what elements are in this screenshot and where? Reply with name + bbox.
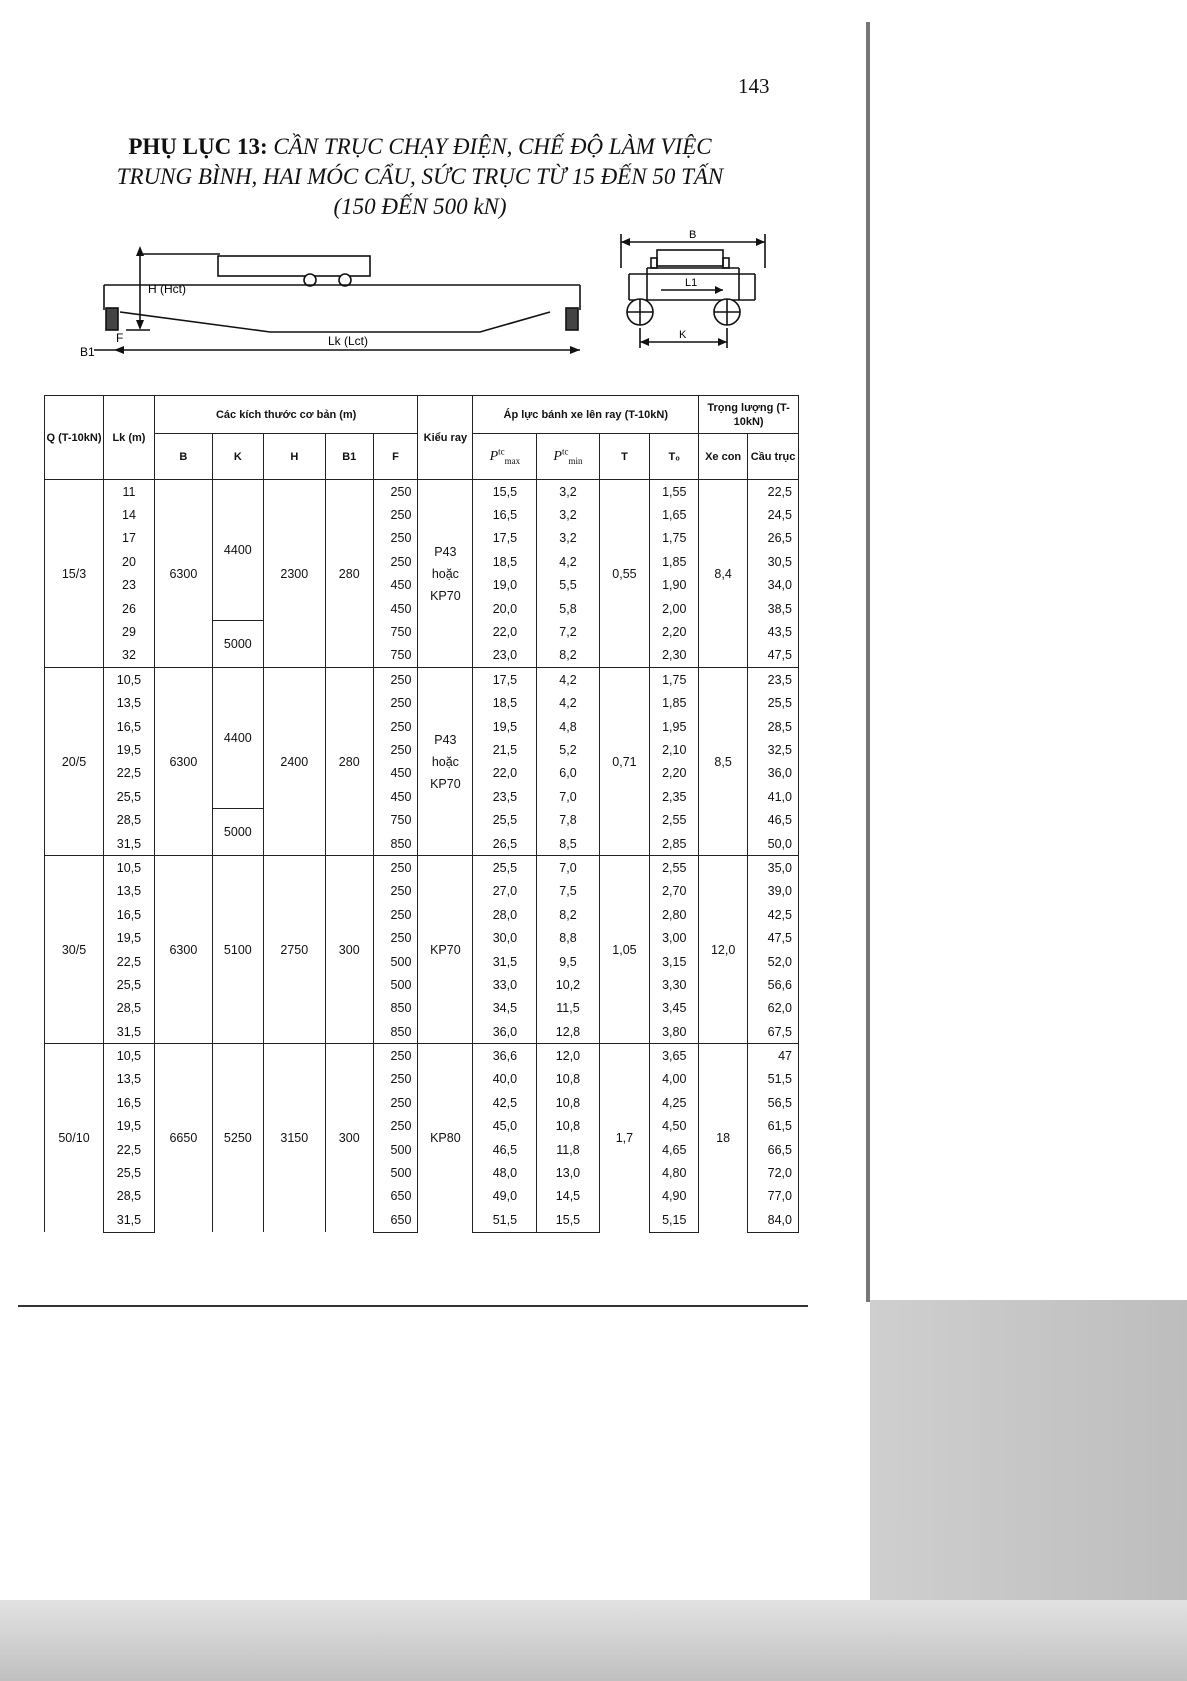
cell-f: 500 xyxy=(373,1138,418,1161)
header-pmax: $P^{tc}_{max}$ xyxy=(473,434,537,480)
rail-type-line: KP70 xyxy=(430,588,461,603)
cell-f: 850 xyxy=(373,997,418,1020)
cell-pmin: 5,2 xyxy=(537,738,599,761)
header-k: K xyxy=(212,434,263,480)
cell-pmax: 48,0 xyxy=(473,1161,537,1184)
cell-t: 1,7 xyxy=(599,1044,650,1232)
header-pressure: Áp lực bánh xe lên ray (T-10kN) xyxy=(473,396,699,434)
cell-pmax: 30,0 xyxy=(473,926,537,949)
cell-h: 3150 xyxy=(263,1044,325,1232)
cell-f: 250 xyxy=(373,1091,418,1114)
cell-h: 2300 xyxy=(263,480,325,668)
header-trolley: Xe con xyxy=(699,434,748,480)
cell-lk: 25,5 xyxy=(104,785,155,808)
cell-t0: 1,85 xyxy=(650,550,699,573)
cell-t0: 2,30 xyxy=(650,644,699,668)
cell-pmax: 42,5 xyxy=(473,1091,537,1114)
cell-crane: 25,5 xyxy=(748,692,799,715)
cell-b1: 280 xyxy=(325,668,373,856)
cell-q: 30/5 xyxy=(45,856,104,1044)
cell-pmin: 6,0 xyxy=(537,762,599,785)
cell-pmin: 12,8 xyxy=(537,1020,599,1044)
cell-t0: 4,80 xyxy=(650,1161,699,1184)
cell-pmax: 36,0 xyxy=(473,1020,537,1044)
cell-pmax: 16,5 xyxy=(473,503,537,526)
cell-lk: 22,5 xyxy=(104,950,155,973)
cell-t0: 5,15 xyxy=(650,1208,699,1232)
cell-crane: 47 xyxy=(748,1044,799,1068)
cell-lk: 13,5 xyxy=(104,880,155,903)
cell-t0: 2,20 xyxy=(650,762,699,785)
cell-f: 450 xyxy=(373,597,418,620)
cell-lk: 22,5 xyxy=(104,1138,155,1161)
cell-pmax: 17,5 xyxy=(473,527,537,550)
end-truck-left xyxy=(106,308,118,330)
cell-f: 750 xyxy=(373,808,418,831)
rail-type-line: hoặc xyxy=(431,566,459,581)
footer-rule xyxy=(18,1305,808,1307)
cell-crane: 52,0 xyxy=(748,950,799,973)
cell-f: 850 xyxy=(373,832,418,856)
cell-pmin: 4,2 xyxy=(537,668,599,692)
cell-pmin: 4,2 xyxy=(537,550,599,573)
cell-lk: 31,5 xyxy=(104,1208,155,1232)
cell-f: 250 xyxy=(373,926,418,949)
cell-pmin: 12,0 xyxy=(537,1044,599,1068)
table-row xyxy=(45,668,799,692)
cell-pmin: 7,0 xyxy=(537,785,599,808)
header-rail: Kiểu ray xyxy=(418,396,473,480)
cell-crane: 38,5 xyxy=(748,597,799,620)
cell-crane: 22,5 xyxy=(748,480,799,504)
cell-b1: 280 xyxy=(325,480,373,668)
header-weight: Trọng lượng (T-10kN) xyxy=(699,396,799,434)
cell-crane: 62,0 xyxy=(748,997,799,1020)
cell-lk: 11 xyxy=(104,480,155,504)
header-h: H xyxy=(263,434,325,480)
cell-lk: 10,5 xyxy=(104,668,155,692)
cell-pmin: 15,5 xyxy=(537,1208,599,1232)
cell-q: 50/10 xyxy=(45,1044,104,1232)
cell-pmin: 11,8 xyxy=(537,1138,599,1161)
cell-crane: 43,5 xyxy=(748,620,799,643)
cell-pmin: 3,2 xyxy=(537,480,599,504)
cell-t0: 3,30 xyxy=(650,973,699,996)
rail-type-line: KP70 xyxy=(430,942,461,957)
cell-b: 6300 xyxy=(154,480,212,668)
cell-crane: 51,5 xyxy=(748,1068,799,1091)
cell-lk: 13,5 xyxy=(104,1068,155,1091)
cell-pmin: 10,2 xyxy=(537,973,599,996)
cell-pmin: 5,8 xyxy=(537,597,599,620)
title-lead: PHỤ LỤC 13: xyxy=(128,134,268,159)
cell-h: 2400 xyxy=(263,668,325,856)
cell-crane: 47,5 xyxy=(748,926,799,949)
cell-pmin: 7,5 xyxy=(537,880,599,903)
cell-pmin: 5,5 xyxy=(537,574,599,597)
cell-t0: 3,65 xyxy=(650,1044,699,1068)
cell-pmin: 10,8 xyxy=(537,1068,599,1091)
cell-lk: 16,5 xyxy=(104,903,155,926)
cell-pmax: 20,0 xyxy=(473,597,537,620)
cell-crane: 42,5 xyxy=(748,903,799,926)
table-body xyxy=(45,480,799,1233)
cell-f: 250 xyxy=(373,527,418,550)
cell-crane: 30,5 xyxy=(748,550,799,573)
cell-f: 250 xyxy=(373,1044,418,1068)
cell-lk: 19,5 xyxy=(104,1115,155,1138)
cell-t0: 3,45 xyxy=(650,997,699,1020)
label-l1: L1 xyxy=(685,277,698,289)
cell-t0: 2,10 xyxy=(650,738,699,761)
cell-crane: 23,5 xyxy=(748,668,799,692)
cell-lk: 25,5 xyxy=(104,973,155,996)
cell-f: 250 xyxy=(373,692,418,715)
rail-type-line: KP70 xyxy=(430,776,461,791)
cell-h: 2750 xyxy=(263,856,325,1044)
cell-pmax: 27,0 xyxy=(473,880,537,903)
cell-pmin: 7,8 xyxy=(537,808,599,831)
title-line3: (150 ĐẾN 500 kN) xyxy=(333,194,507,219)
cell-pmax: 23,0 xyxy=(473,644,537,668)
cell-pmax: 45,0 xyxy=(473,1115,537,1138)
cell-pmin: 3,2 xyxy=(537,503,599,526)
header-b: B xyxy=(154,434,212,480)
cell-pmin: 4,2 xyxy=(537,692,599,715)
cell-crane: 34,0 xyxy=(748,574,799,597)
cell-lk: 28,5 xyxy=(104,808,155,831)
cell-f: 850 xyxy=(373,1020,418,1044)
scan-shadow-bottom xyxy=(0,1600,1187,1681)
cell-t: 0,55 xyxy=(599,480,650,668)
cell-f: 750 xyxy=(373,620,418,643)
cell-crane: 36,0 xyxy=(748,762,799,785)
cell-pmax: 21,5 xyxy=(473,738,537,761)
cell-crane: 32,5 xyxy=(748,738,799,761)
cell-f: 450 xyxy=(373,762,418,785)
cell-lk: 20 xyxy=(104,550,155,573)
header-f: F xyxy=(373,434,418,480)
cell-crane: 77,0 xyxy=(748,1185,799,1208)
cell-pmax: 36,6 xyxy=(473,1044,537,1068)
cell-f: 250 xyxy=(373,880,418,903)
cell-pmin: 7,0 xyxy=(537,856,599,880)
trolley-body xyxy=(218,256,370,276)
cell-crane: 56,6 xyxy=(748,973,799,996)
cell-crane: 39,0 xyxy=(748,880,799,903)
label-b: B xyxy=(689,229,697,241)
cell-pmax: 51,5 xyxy=(473,1208,537,1232)
cell-t0: 1,55 xyxy=(650,480,699,504)
cell-pmin: 3,2 xyxy=(537,527,599,550)
cell-rail xyxy=(418,668,473,856)
cell-pmax: 19,0 xyxy=(473,574,537,597)
header-q: Q (T-10kN) xyxy=(45,396,104,480)
cell-f: 450 xyxy=(373,574,418,597)
cell-crane: 56,5 xyxy=(748,1091,799,1114)
label-b1: B1 xyxy=(80,345,95,359)
cell-crane: 47,5 xyxy=(748,644,799,668)
cell-lk: 22,5 xyxy=(104,762,155,785)
cell-pmax: 49,0 xyxy=(473,1185,537,1208)
cell-rail xyxy=(418,1044,473,1232)
cell-crane: 35,0 xyxy=(748,856,799,880)
cell-pmax: 15,5 xyxy=(473,480,537,504)
cell-t0: 3,00 xyxy=(650,926,699,949)
crane-end-view-diagram xyxy=(615,228,775,358)
cell-f: 250 xyxy=(373,503,418,526)
crane-elevation-diagram xyxy=(80,240,600,365)
cell-trolley: 18 xyxy=(699,1044,748,1232)
cell-crane: 26,5 xyxy=(748,527,799,550)
cell-t0: 4,65 xyxy=(650,1138,699,1161)
cell-rail xyxy=(418,480,473,668)
cell-lk: 17 xyxy=(104,527,155,550)
cell-pmin: 8,8 xyxy=(537,926,599,949)
cell-f: 650 xyxy=(373,1208,418,1232)
cell-pmin: 13,0 xyxy=(537,1161,599,1184)
cell-f: 250 xyxy=(373,1068,418,1091)
cell-pmin: 8,5 xyxy=(537,832,599,856)
cell-lk: 29 xyxy=(104,620,155,643)
cell-pmax: 22,0 xyxy=(473,620,537,643)
rail-type-line: hoặc xyxy=(431,754,459,769)
cell-crane: 61,5 xyxy=(748,1115,799,1138)
page-title xyxy=(60,132,780,222)
cell-trolley: 8,5 xyxy=(699,668,748,856)
cell-crane: 28,5 xyxy=(748,715,799,738)
cell-pmin: 4,8 xyxy=(537,715,599,738)
girder-bottom xyxy=(120,312,550,332)
label-lk: Lk (Lct) xyxy=(328,334,369,348)
cell-pmax: 17,5 xyxy=(473,668,537,692)
table-row xyxy=(45,1044,799,1068)
cell-t0: 2,55 xyxy=(650,856,699,880)
cell-q: 15/3 xyxy=(45,480,104,668)
cell-pmin: 7,2 xyxy=(537,620,599,643)
cell-pmax: 46,5 xyxy=(473,1138,537,1161)
rail-type-line: KP80 xyxy=(430,1131,461,1146)
cell-pmax: 31,5 xyxy=(473,950,537,973)
cell-lk: 26 xyxy=(104,597,155,620)
cell-crane: 24,5 xyxy=(748,503,799,526)
cell-k: 5250 xyxy=(212,1044,263,1232)
cell-pmax: 33,0 xyxy=(473,973,537,996)
cell-f: 250 xyxy=(373,715,418,738)
cell-t0: 3,80 xyxy=(650,1020,699,1044)
cell-rail xyxy=(418,856,473,1044)
cell-f: 450 xyxy=(373,785,418,808)
cell-t0: 1,85 xyxy=(650,692,699,715)
cell-crane: 66,5 xyxy=(748,1138,799,1161)
label-k: K xyxy=(679,329,687,341)
cell-b: 6300 xyxy=(154,856,212,1044)
cell-f: 250 xyxy=(373,1115,418,1138)
cell-t0: 4,00 xyxy=(650,1068,699,1091)
cell-f: 250 xyxy=(373,480,418,504)
cell-f: 500 xyxy=(373,950,418,973)
end-truck-right xyxy=(566,308,578,330)
cell-lk: 16,5 xyxy=(104,715,155,738)
cell-pmin: 8,2 xyxy=(537,903,599,926)
cell-crane: 50,0 xyxy=(748,832,799,856)
cell-crane: 67,5 xyxy=(748,1020,799,1044)
header-t0: T₀ xyxy=(650,434,699,480)
header-lk: Lk (m) xyxy=(104,396,155,480)
cell-pmin: 11,5 xyxy=(537,997,599,1020)
cell-t0: 2,80 xyxy=(650,903,699,926)
cell-lk: 28,5 xyxy=(104,997,155,1020)
cell-pmin: 10,8 xyxy=(537,1115,599,1138)
cell-t0: 3,15 xyxy=(650,950,699,973)
cell-t0: 1,90 xyxy=(650,574,699,597)
cell-t0: 1,75 xyxy=(650,527,699,550)
cell-f: 250 xyxy=(373,738,418,761)
cell-f: 250 xyxy=(373,903,418,926)
page-number: 143 xyxy=(738,74,770,98)
label-h: H (Hct) xyxy=(148,282,186,296)
end-trolley xyxy=(657,250,723,266)
cell-pmax: 23,5 xyxy=(473,785,537,808)
cell-lk: 31,5 xyxy=(104,1020,155,1044)
cell-lk: 16,5 xyxy=(104,1091,155,1114)
cell-t0: 1,95 xyxy=(650,715,699,738)
cell-f: 750 xyxy=(373,644,418,668)
cell-pmin: 9,5 xyxy=(537,950,599,973)
cell-t0: 1,75 xyxy=(650,668,699,692)
header-pmin: $P^{tc}_{min}$ xyxy=(537,434,599,480)
cell-k: 5100 xyxy=(212,856,263,1044)
table-row xyxy=(45,480,799,504)
cell-lk: 10,5 xyxy=(104,856,155,880)
cell-trolley: 12,0 xyxy=(699,856,748,1044)
cell-pmin: 8,2 xyxy=(537,644,599,668)
cell-pmax: 40,0 xyxy=(473,1068,537,1091)
cell-lk: 32 xyxy=(104,644,155,668)
cell-lk: 28,5 xyxy=(104,1185,155,1208)
cell-f: 250 xyxy=(373,668,418,692)
cell-crane: 41,0 xyxy=(748,785,799,808)
cell-pmax: 18,5 xyxy=(473,550,537,573)
cell-pmax: 19,5 xyxy=(473,715,537,738)
cell-f: 250 xyxy=(373,856,418,880)
cell-lk: 25,5 xyxy=(104,1161,155,1184)
crane-spec-table xyxy=(44,395,799,1233)
cell-pmax: 34,5 xyxy=(473,997,537,1020)
cell-b: 6650 xyxy=(154,1044,212,1232)
cell-t: 0,71 xyxy=(599,668,650,856)
cell-t0: 2,85 xyxy=(650,832,699,856)
cell-t0: 2,70 xyxy=(650,880,699,903)
title-line1: CẦN TRỤC CHẠY ĐIỆN, CHẾ ĐỘ LÀM VIỆC xyxy=(267,134,712,159)
table-row xyxy=(45,856,799,880)
cell-t0: 4,25 xyxy=(650,1091,699,1114)
cell-t0: 2,55 xyxy=(650,808,699,831)
rail-type-line: P43 xyxy=(434,732,457,747)
cell-pmax: 25,5 xyxy=(473,856,537,880)
rail-type-line: P43 xyxy=(434,544,457,559)
cell-lk: 31,5 xyxy=(104,832,155,856)
cell-crane: 72,0 xyxy=(748,1161,799,1184)
cell-pmax: 18,5 xyxy=(473,692,537,715)
label-f: F xyxy=(116,331,124,345)
cell-lk: 14 xyxy=(104,503,155,526)
cell-lk: 19,5 xyxy=(104,738,155,761)
cell-lk: 13,5 xyxy=(104,692,155,715)
cell-t0: 1,65 xyxy=(650,503,699,526)
cell-pmin: 10,8 xyxy=(537,1091,599,1114)
header-dims: Các kích thước cơ bản (m) xyxy=(154,396,418,434)
cell-b1: 300 xyxy=(325,856,373,1044)
cell-pmax: 25,5 xyxy=(473,808,537,831)
title-line2: TRUNG BÌNH, HAI MÓC CẨU, SỨC TRỤC TỪ 15 ĐẾN 50 TẤN xyxy=(116,164,724,189)
page-edge xyxy=(866,22,870,1302)
cell-f: 500 xyxy=(373,973,418,996)
cell-k-bottom: 5000 xyxy=(212,808,263,855)
cell-f: 250 xyxy=(373,550,418,573)
cell-k-top: 4400 xyxy=(212,480,263,621)
cell-t0: 4,50 xyxy=(650,1115,699,1138)
cell-t0: 2,20 xyxy=(650,620,699,643)
cell-t: 1,05 xyxy=(599,856,650,1044)
cell-f: 500 xyxy=(373,1161,418,1184)
cell-t0: 4,90 xyxy=(650,1185,699,1208)
cell-b: 6300 xyxy=(154,668,212,856)
cell-trolley: 8,4 xyxy=(699,480,748,668)
cell-lk: 10,5 xyxy=(104,1044,155,1068)
cell-pmin: 14,5 xyxy=(537,1185,599,1208)
cell-crane: 46,5 xyxy=(748,808,799,831)
header-b1: B1 xyxy=(325,434,373,480)
cell-t0: 2,00 xyxy=(650,597,699,620)
cell-lk: 19,5 xyxy=(104,926,155,949)
cell-f: 650 xyxy=(373,1185,418,1208)
cell-pmax: 22,0 xyxy=(473,762,537,785)
cell-crane: 84,0 xyxy=(748,1208,799,1232)
header-crane: Cầu trục xyxy=(748,434,799,480)
cell-k-bottom: 5000 xyxy=(212,620,263,667)
cell-pmax: 26,5 xyxy=(473,832,537,856)
header-t: T xyxy=(599,434,650,480)
cell-q: 20/5 xyxy=(45,668,104,856)
cell-pmax: 28,0 xyxy=(473,903,537,926)
cell-k-top: 4400 xyxy=(212,668,263,809)
cell-b1: 300 xyxy=(325,1044,373,1232)
cell-t0: 2,35 xyxy=(650,785,699,808)
cell-lk: 23 xyxy=(104,574,155,597)
